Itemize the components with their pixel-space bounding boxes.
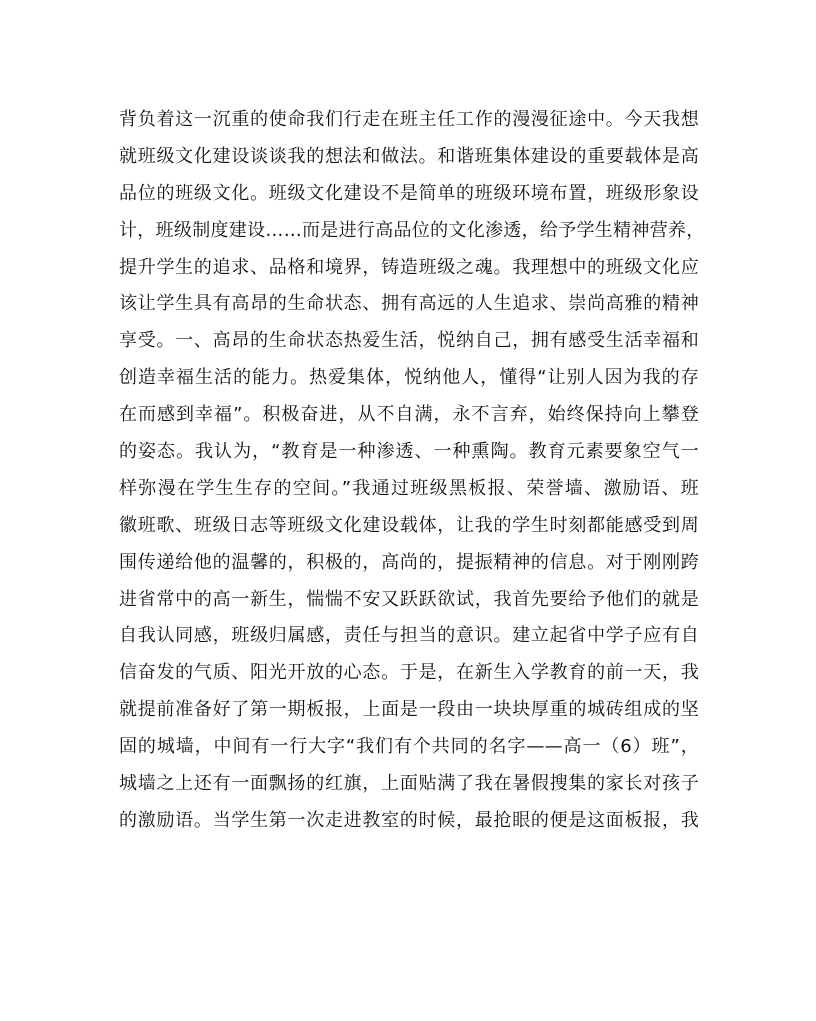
text-line: 提升学生的追求、品格和境界，铸造班级之魂。我理想中的班级文化应 (119, 256, 699, 278)
text-line: 样弥漫在学生生存的空间。”我通过班级黑板报、荣誉墙、激励语、班 (119, 477, 699, 499)
body-paragraph (119, 102, 705, 840)
text-line: 的激励语。当学生第一次走进教室的时候，最抢眼的便是这面板报，我 (119, 809, 699, 831)
text-line: 徽班歌、班级日志等班级文化建设载体，让我的学生时刻都能感受到周 (119, 514, 699, 536)
text-line: 享受。一、高昂的生命状态热爱生活，悦纳自己，拥有感受生活幸福和 (119, 330, 699, 352)
text-line: 就提前准备好了第一期板报，上面是一段由一块块厚重的城砖组成的坚 (119, 699, 699, 721)
text-line: 信奋发的气质、阳光开放的心态。于是，在新生入学教育的前一天，我 (119, 662, 699, 684)
text-line: 品位的班级文化。班级文化建设不是简单的班级环境布置，班级形象设 (119, 182, 699, 204)
text-line: 固的城墙，中间有一行大字“我们有个共同的名字——高一（6）班”， (119, 736, 699, 758)
text-line: 自我认同感，班级归属感，责任与担当的意识。建立起省中学子应有自 (119, 625, 699, 647)
text-line: 围传递给他的温馨的，积极的，高尚的，提振精神的信息。对于刚刚跨 (119, 551, 699, 573)
text-line: 的姿态。我认为，“教育是一种渗透、一种熏陶。教育元素要象空气一 (119, 441, 699, 463)
text-line: 就班级文化建设谈谈我的想法和做法。和谐班集体建设的重要载体是高 (119, 145, 699, 167)
text-line: 创造幸福生活的能力。热爱集体，悦纳他人，懂得“让别人因为我的存 (119, 367, 699, 389)
text-line: 在而感到幸福”。积极奋进，从不自满，永不言弃，始终保持向上攀登 (119, 404, 699, 426)
text-line: 该让学生具有高昂的生命状态、拥有高远的人生追求、崇尚高雅的精神 (119, 293, 699, 315)
text-line: 计，班级制度建设……而是进行高品位的文化渗透，给予学生精神营养， (119, 219, 705, 241)
text-line: 城墙之上还有一面飘扬的红旗，上面贴满了我在暑假搜集的家长对孩子 (119, 773, 699, 795)
text-line: 进省常中的高一新生，惴惴不安又跃跃欲试，我首先要给予他们的就是 (119, 588, 699, 610)
text-line: 背负着这一沉重的使命我们行走在班主任工作的漫漫征途中。今天我想 (119, 109, 699, 130)
